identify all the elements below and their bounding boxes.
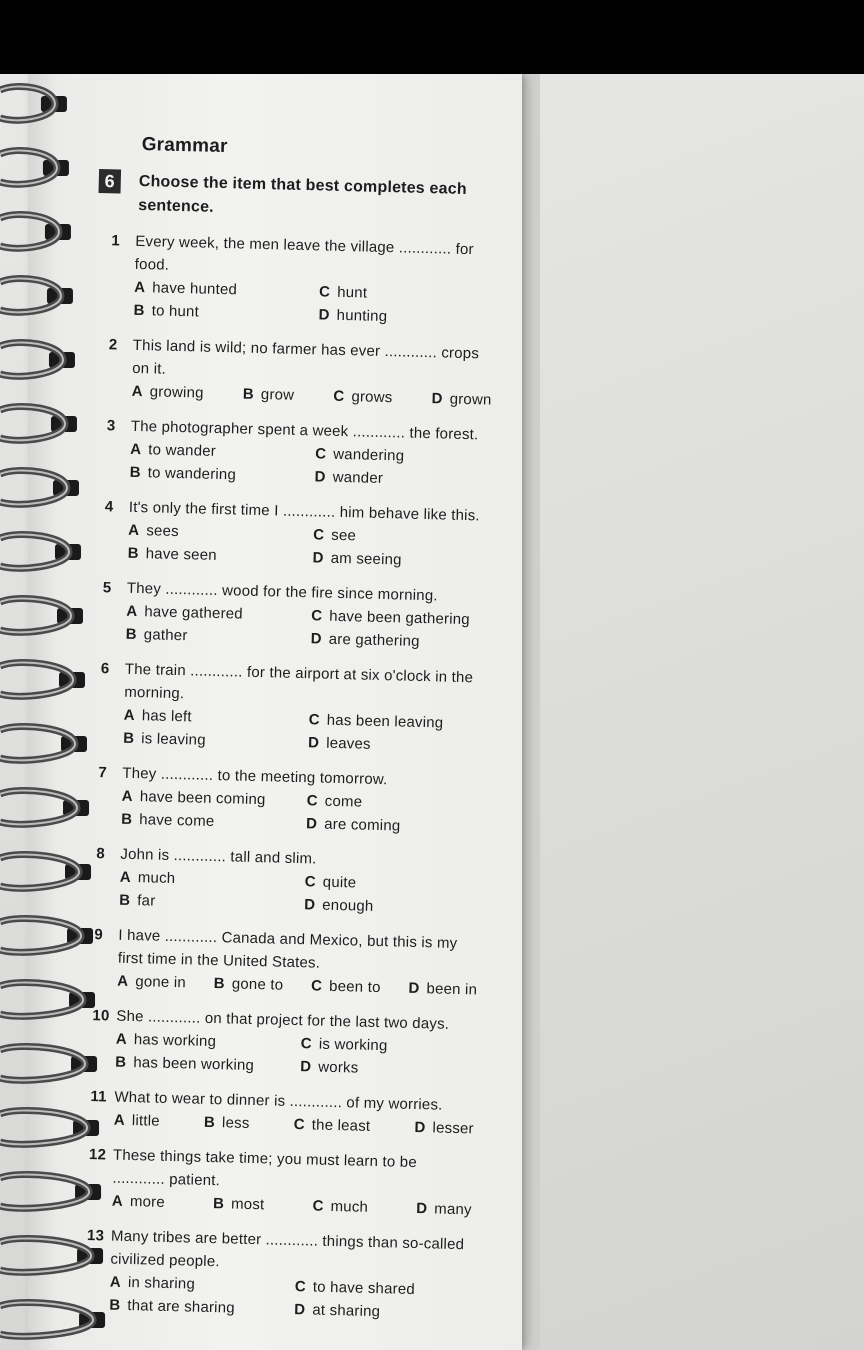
option-text: enough xyxy=(322,896,374,915)
question-text: This land is wild; no farmer has ever ............ crops on it. xyxy=(132,336,480,378)
question-item xyxy=(88,1143,496,1222)
option-letter: B xyxy=(213,975,226,993)
option-text: grown xyxy=(449,390,492,409)
option-letter: B xyxy=(212,1195,225,1213)
option-text: growing xyxy=(149,383,204,402)
option-letter: C xyxy=(311,607,323,625)
option-text: that are sharing xyxy=(127,1297,235,1317)
option-text: works xyxy=(318,1058,359,1077)
question-text: They ............ to the meeting tomorrow. xyxy=(122,764,388,789)
option-letter: D xyxy=(318,306,330,324)
option-letter: A xyxy=(123,706,136,725)
option-text: is leaving xyxy=(141,730,206,749)
question-text: It's only the first time I ............ him behave like this. xyxy=(128,498,480,525)
answer-option[interactable] xyxy=(115,1051,301,1079)
question-item xyxy=(97,761,505,840)
option-text: hunt xyxy=(336,283,368,302)
question-item xyxy=(90,1085,497,1141)
option-text: to hunt xyxy=(151,302,200,321)
answer-options xyxy=(123,704,506,759)
spiral-ring xyxy=(0,278,73,312)
option-text: in sharing xyxy=(127,1274,196,1293)
spiral-ring xyxy=(0,854,91,888)
answer-option[interactable] xyxy=(310,627,491,654)
question-item xyxy=(109,229,517,331)
option-text: wander xyxy=(332,468,384,488)
answer-option[interactable] xyxy=(416,1197,472,1221)
option-text: has left xyxy=(141,707,192,726)
option-letter: D xyxy=(307,734,320,752)
option-letter: C xyxy=(294,1278,307,1296)
answer-option[interactable] xyxy=(121,808,307,836)
option-letter: A xyxy=(115,1030,128,1048)
option-letter: A xyxy=(121,787,134,805)
option-letter: C xyxy=(333,387,345,406)
option-text: to wandering xyxy=(147,464,237,484)
answer-options xyxy=(129,438,512,493)
spiral-ring xyxy=(0,150,69,184)
question-list xyxy=(71,229,517,1326)
option-text: much xyxy=(137,869,176,888)
question-number: 1 xyxy=(111,232,121,250)
option-letter: A xyxy=(131,382,143,401)
exercise-number-badge: 6 xyxy=(99,169,122,194)
option-letter: B xyxy=(133,301,145,320)
question-item xyxy=(103,495,511,574)
option-letter: A xyxy=(119,868,132,886)
answer-option[interactable] xyxy=(131,380,204,405)
option-letter: B xyxy=(242,385,255,403)
option-text: have been gathering xyxy=(329,607,471,629)
instruction-text: Choose the item that best completes each sentence. xyxy=(138,172,467,216)
question-number: 7 xyxy=(98,764,108,782)
question-text: What to wear to dinner is ............ of my worries. xyxy=(114,1088,443,1114)
option-letter: C xyxy=(304,873,316,891)
answer-option[interactable] xyxy=(294,1298,475,1325)
section-title: Grammar xyxy=(141,134,228,158)
answer-option[interactable] xyxy=(114,1109,160,1133)
option-text: been to xyxy=(328,977,381,997)
question-text: The train ............ for the airport at six o'clock in the morning. xyxy=(124,660,474,703)
answer-option[interactable] xyxy=(109,1294,295,1322)
spiral-ring xyxy=(0,470,79,504)
spiral-ring xyxy=(0,214,71,248)
question-text: Many tribes are better ............ things than so-called civilized people. xyxy=(110,1227,465,1271)
option-text: have seen xyxy=(145,545,217,564)
answer-option[interactable] xyxy=(119,889,305,917)
option-letter: D xyxy=(305,815,318,833)
question-number: 6 xyxy=(100,660,110,678)
option-letter: B xyxy=(203,1113,216,1132)
option-text: gather xyxy=(143,626,188,645)
option-letter: C xyxy=(318,283,331,301)
answer-option[interactable] xyxy=(213,1192,265,1216)
answer-options xyxy=(119,866,502,921)
question-item xyxy=(105,414,513,493)
option-letter: A xyxy=(117,972,129,990)
option-text: have come xyxy=(139,811,215,830)
option-text: to wander xyxy=(148,441,217,460)
option-letter: D xyxy=(314,468,326,486)
option-text: have been coming xyxy=(139,788,266,809)
option-text: the least xyxy=(311,1116,371,1135)
option-text: sees xyxy=(146,522,180,541)
question-item xyxy=(85,1224,493,1326)
option-letter: D xyxy=(303,896,316,914)
option-letter: C xyxy=(310,977,323,995)
question-number: 4 xyxy=(104,498,114,516)
answer-option[interactable] xyxy=(312,546,493,573)
answer-option[interactable] xyxy=(204,1111,250,1135)
option-text: far xyxy=(137,892,156,910)
answer-option[interactable] xyxy=(311,974,381,999)
answer-option[interactable] xyxy=(312,1195,368,1219)
answer-options xyxy=(109,1271,492,1326)
option-text: grow xyxy=(260,386,295,404)
answer-options xyxy=(127,519,510,574)
question-number: 9 xyxy=(94,926,104,944)
spiral-ring xyxy=(0,342,75,376)
answer-option[interactable] xyxy=(133,299,319,327)
photo-scene xyxy=(0,74,864,1350)
option-letter: B xyxy=(127,544,139,563)
exercise-instruction xyxy=(98,169,519,227)
answer-option[interactable] xyxy=(431,387,491,411)
answer-option[interactable] xyxy=(314,465,495,492)
answer-option[interactable] xyxy=(304,893,485,920)
option-letter: D xyxy=(312,549,324,567)
option-letter: A xyxy=(126,602,138,621)
option-letter: D xyxy=(414,1118,426,1137)
option-text: see xyxy=(331,526,357,545)
option-letter: C xyxy=(300,1035,313,1053)
option-text: less xyxy=(221,1114,250,1132)
question-number: 2 xyxy=(108,336,118,354)
option-text: come xyxy=(324,792,363,811)
question-item xyxy=(107,333,515,412)
answer-option[interactable] xyxy=(213,972,283,997)
question-number: 10 xyxy=(92,1007,110,1025)
option-text: is working xyxy=(318,1035,388,1055)
option-text: gone in xyxy=(135,973,187,992)
option-text: are coming xyxy=(323,815,401,835)
question-item xyxy=(95,842,503,921)
option-text: has been leaving xyxy=(326,711,444,732)
option-text: have hunted xyxy=(152,279,238,299)
option-text: been in xyxy=(426,980,478,999)
option-text: many xyxy=(434,1200,472,1219)
question-number: 3 xyxy=(106,417,116,435)
option-text: grows xyxy=(351,388,393,407)
option-letter: C xyxy=(293,1116,305,1134)
option-letter: D xyxy=(416,1200,428,1218)
black-top-band xyxy=(0,0,864,74)
option-letter: B xyxy=(109,1296,121,1314)
question-text: She ............ on that project for the last two days. xyxy=(116,1007,450,1033)
spiral-ring xyxy=(0,790,89,824)
spiral-ring xyxy=(0,406,77,440)
option-letter: C xyxy=(306,792,318,810)
question-item xyxy=(101,576,509,655)
question-text: They ............ wood for the fire since morning. xyxy=(126,579,438,605)
answer-options xyxy=(133,276,516,331)
option-text: have gathered xyxy=(144,603,244,623)
option-letter: D xyxy=(310,630,322,648)
option-text: am seeing xyxy=(330,549,402,569)
option-letter: B xyxy=(125,625,137,644)
option-text: at sharing xyxy=(312,1301,381,1321)
answer-option[interactable] xyxy=(318,303,499,330)
option-text: are gathering xyxy=(328,630,420,650)
option-letter: C xyxy=(313,526,325,544)
option-letter: D xyxy=(431,390,443,408)
answer-option[interactable] xyxy=(333,385,393,409)
spiral-ring xyxy=(0,726,87,760)
question-text: These things take time; you must learn to be ............ patient. xyxy=(112,1146,418,1190)
option-letter: C xyxy=(314,445,327,463)
question-text: The photographer spent a week ............ the forest. xyxy=(130,417,479,444)
option-text: gone to xyxy=(231,975,284,994)
option-letter: C xyxy=(312,1197,324,1215)
option-letter: A xyxy=(111,1192,124,1210)
option-letter: A xyxy=(130,440,142,459)
option-text: most xyxy=(230,1195,265,1214)
option-text: wandering xyxy=(333,445,405,465)
option-text: quite xyxy=(322,873,357,892)
spiral-ring xyxy=(0,86,67,120)
option-letter: A xyxy=(109,1273,122,1291)
option-letter: B xyxy=(129,463,141,482)
option-letter: A xyxy=(113,1111,126,1129)
question-text: I have ............ Canada and Mexico, but this is my first time in the United States. xyxy=(117,926,458,972)
option-letter: B xyxy=(115,1053,127,1071)
question-text: Every week, the men leave the village ............ for food. xyxy=(134,232,474,274)
option-text: has been working xyxy=(133,1054,255,1075)
answer-option[interactable] xyxy=(300,1055,481,1082)
option-letter: B xyxy=(119,891,131,909)
question-item xyxy=(91,1004,499,1083)
answer-option[interactable] xyxy=(123,727,309,755)
answer-option[interactable] xyxy=(414,1116,474,1140)
answer-options xyxy=(125,600,508,655)
option-text: more xyxy=(129,1193,166,1211)
answer-option[interactable] xyxy=(293,1113,370,1138)
question-number: 5 xyxy=(102,579,112,597)
option-text: leaves xyxy=(325,734,371,753)
option-text: lesser xyxy=(432,1119,474,1138)
answer-option[interactable] xyxy=(129,461,315,489)
option-text: much xyxy=(330,1197,369,1216)
answer-option[interactable] xyxy=(243,383,295,407)
exercise-content xyxy=(71,132,520,1326)
option-letter: A xyxy=(134,278,146,297)
question-text: John is ............ tall and slim. xyxy=(120,845,317,868)
option-letter: C xyxy=(308,711,320,729)
answer-option[interactable] xyxy=(308,731,489,758)
option-letter: D xyxy=(300,1058,312,1076)
option-letter: B xyxy=(121,810,133,828)
option-text: little xyxy=(131,1112,160,1130)
answer-options xyxy=(115,1028,498,1083)
spiral-ring xyxy=(0,662,85,696)
question-number: 11 xyxy=(90,1088,107,1106)
option-text: to have shared xyxy=(312,1278,416,1299)
option-letter: B xyxy=(122,729,135,748)
option-letter: D xyxy=(294,1301,306,1319)
answer-option[interactable] xyxy=(306,812,487,839)
question-item xyxy=(93,923,501,1002)
answer-options xyxy=(121,785,504,840)
question-number: 13 xyxy=(86,1227,105,1245)
answer-option[interactable] xyxy=(125,623,311,651)
option-letter: A xyxy=(128,521,140,540)
question-number: 8 xyxy=(96,845,106,863)
question-number: 12 xyxy=(88,1146,107,1164)
answer-option[interactable] xyxy=(112,1190,166,1214)
answer-option[interactable] xyxy=(127,542,313,570)
spiral-ring xyxy=(0,598,83,632)
option-text: has working xyxy=(133,1031,217,1051)
answer-option[interactable] xyxy=(117,970,186,995)
answer-option[interactable] xyxy=(408,977,477,1002)
spiral-ring xyxy=(0,534,81,568)
option-text: hunting xyxy=(336,306,388,326)
option-letter: D xyxy=(408,979,420,998)
question-item xyxy=(99,657,507,759)
